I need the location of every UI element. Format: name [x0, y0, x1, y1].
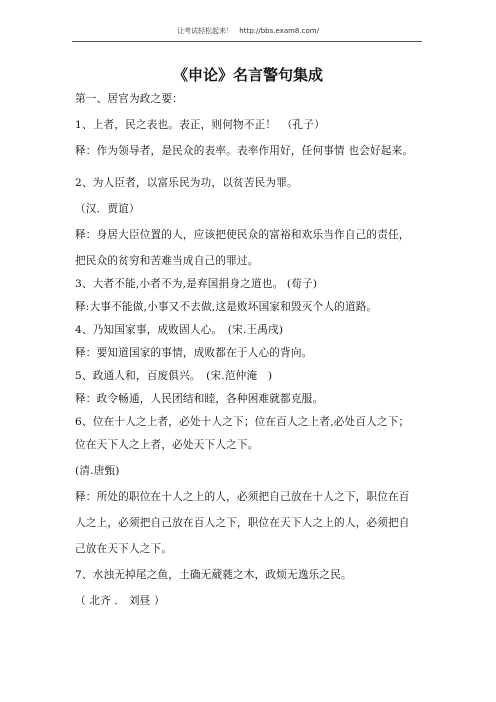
- explanation-line: 己放在天下人之下。: [75, 543, 173, 555]
- header-slogan: 让考试轻松起来！: [177, 27, 234, 35]
- quote-line: 位在天下人之上者，必处天下人之下。: [75, 439, 259, 451]
- explanation-line: 释：要知道国家的事情，成败都在于人心的背向。: [75, 347, 313, 359]
- explanation-line: 把民众的贫穷和苦难当成自己的罪过。: [75, 255, 259, 267]
- section-heading: 第一、居官为政之要：: [75, 93, 183, 105]
- quote-line: 7、水浊无掉尾之鱼，土确无葳蕤之木，政烦无逸乐之民。: [75, 569, 352, 581]
- attribution-line: (清.唐甄): [75, 465, 120, 477]
- explanation-line: 人之上，必须把自己放在百人之下，职位在天下人之上的人，必须把自: [75, 517, 410, 529]
- attribution-line: （汉．贾谊）: [75, 203, 140, 215]
- header-url[interactable]: http://bbs.exam8.com/: [239, 27, 319, 35]
- explanation-line: 释:大事不能做,小事又不去做,这是败坏国家和毁灭个人的道路。: [75, 301, 378, 313]
- explanation-line: 释：所处的职位在十人之上的人，必须把自己放在十人之下，职位在百: [75, 491, 410, 503]
- quote-line: 6、位在十人之上者，必处十人之下；位在百人之上者,必处百人之下；: [75, 416, 410, 428]
- header-divider: [72, 41, 422, 42]
- quote-line: 3、大者不能,小者不为,是弃国捐身之道也。 (荀子): [75, 278, 318, 290]
- quote-line: 5、政通人和，百废俱兴。 (宋.范仲淹 ): [75, 370, 273, 382]
- quote-line: 1、上者，民之表也。表正，则何物不正！ （孔子）: [75, 119, 325, 131]
- quote-line: 2、为人臣者，以富乐民为功，以贫苦民为罪。: [75, 177, 298, 189]
- page-header: [0, 26, 496, 36]
- document-body: [75, 92, 425, 608]
- explanation-line: 释：政令畅通，人民团结和睦，各种困难就都克服。: [75, 393, 324, 405]
- document-title: 《申论》名言警句集成: [172, 66, 323, 84]
- attribution-line: （ 北齐 ． 刘昼 ）: [75, 595, 165, 607]
- explanation-line: 释：作为领导者，是民众的表率。表率作用好，任何事情 也会好起来。: [75, 145, 414, 157]
- quote-line: 4、乃知国家事，成败固人心。 (宋.王禹戌): [75, 324, 284, 336]
- explanation-line: 释：身居大臣位置的人，应该把使民众的富裕和欢乐当作自己的责任，: [75, 229, 410, 241]
